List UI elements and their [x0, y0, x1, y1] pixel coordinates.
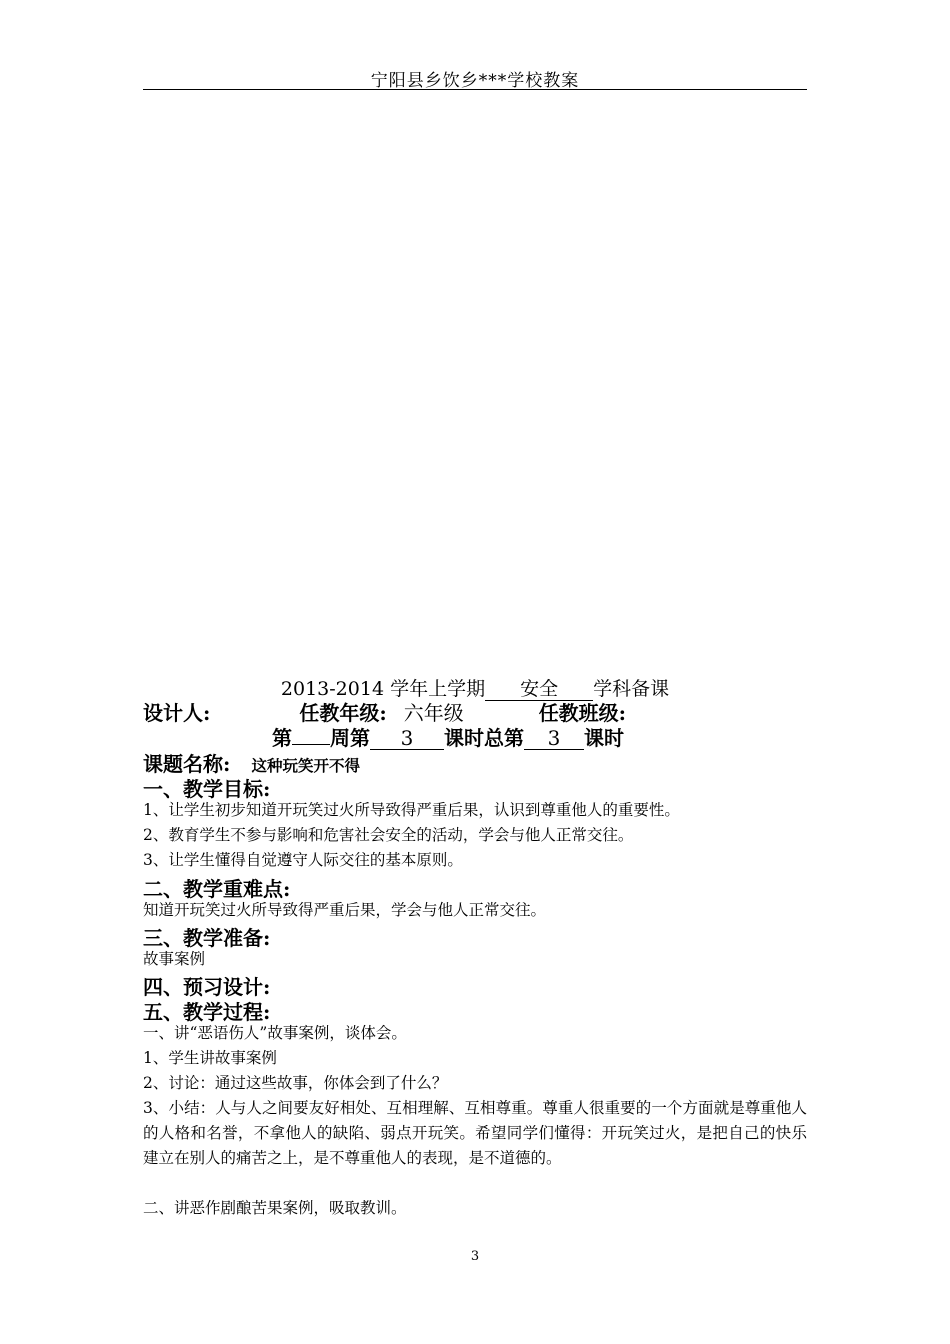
- lesson-field: 3: [370, 728, 444, 750]
- total-field: 3: [524, 728, 584, 750]
- week-prefix: 第: [272, 726, 292, 750]
- section-3-heading: 三、教学准备:: [143, 926, 271, 950]
- key-points-text: 知道开玩笑过火所导致得严重后果，学会与他人正常交往。: [143, 901, 547, 919]
- grade-value: 六年级: [403, 701, 464, 725]
- header-rule: [143, 89, 807, 90]
- process-line: 2、讨论：通过这些故事，你体会到了什么？: [143, 1074, 448, 1092]
- week-field: [292, 744, 330, 745]
- week-suffix: 周第: [330, 726, 370, 750]
- class-label: 任教班级:: [538, 701, 627, 725]
- topic-value: 这种玩笑开不得: [251, 756, 360, 775]
- section-5-heading: 五、教学过程:: [143, 1000, 271, 1024]
- designer-label: 设计人:: [143, 701, 211, 725]
- objective-item: 1、让学生初步知道开玩笑过火所导致得严重后果，认识到尊重他人的重要性。: [143, 801, 680, 819]
- objective-item: 2、教育学生不参与影响和危害社会安全的活动，学会与他人正常交往。: [143, 826, 634, 844]
- section-1-heading: 一、教学目标:: [143, 777, 271, 801]
- process-line: 一、讲“恶语伤人”故事案例，谈体会。: [143, 1024, 407, 1042]
- preparation-text: 故事案例: [143, 950, 206, 968]
- section-4-heading: 四、预习设计:: [143, 975, 271, 999]
- page-header: 宁阳县乡饮乡***学校教案: [370, 71, 580, 91]
- summary-paragraph: 3、小结：人与人之间要友好相处、互相理解、互相尊重。尊重人很重要的一个方面就是尊重他人的人格和名誉，不拿他人的缺陷、弱点开玩笑。希望同学们懂得：开玩笑过火，是把自己的快乐建立在别人的痛苦之上，是不尊重他人的表现，是不道德的。: [143, 1099, 807, 1167]
- title-prefix: 2013-2014 学年上学期: [280, 678, 486, 700]
- grade-label: 任教年级:: [299, 701, 387, 725]
- topic-label: 课题名称:: [143, 752, 231, 776]
- section-2-heading: 二、教学重难点:: [143, 877, 291, 901]
- objective-item: 3、让学生懂得自觉遵守人际交往的基本原则。: [143, 851, 463, 869]
- page-number: 3: [470, 1249, 480, 1264]
- week-row: [272, 722, 624, 751]
- title-suffix: 学科备课: [593, 678, 670, 700]
- process-line: 1、学生讲故事案例: [143, 1049, 277, 1067]
- subject-field: 安全: [485, 680, 593, 701]
- lesson-suffix: 课时总第: [444, 726, 524, 750]
- total-suffix: 课时: [584, 726, 624, 750]
- process-line: 二、讲恶作剧酿苦果案例，吸取教训。: [143, 1199, 407, 1217]
